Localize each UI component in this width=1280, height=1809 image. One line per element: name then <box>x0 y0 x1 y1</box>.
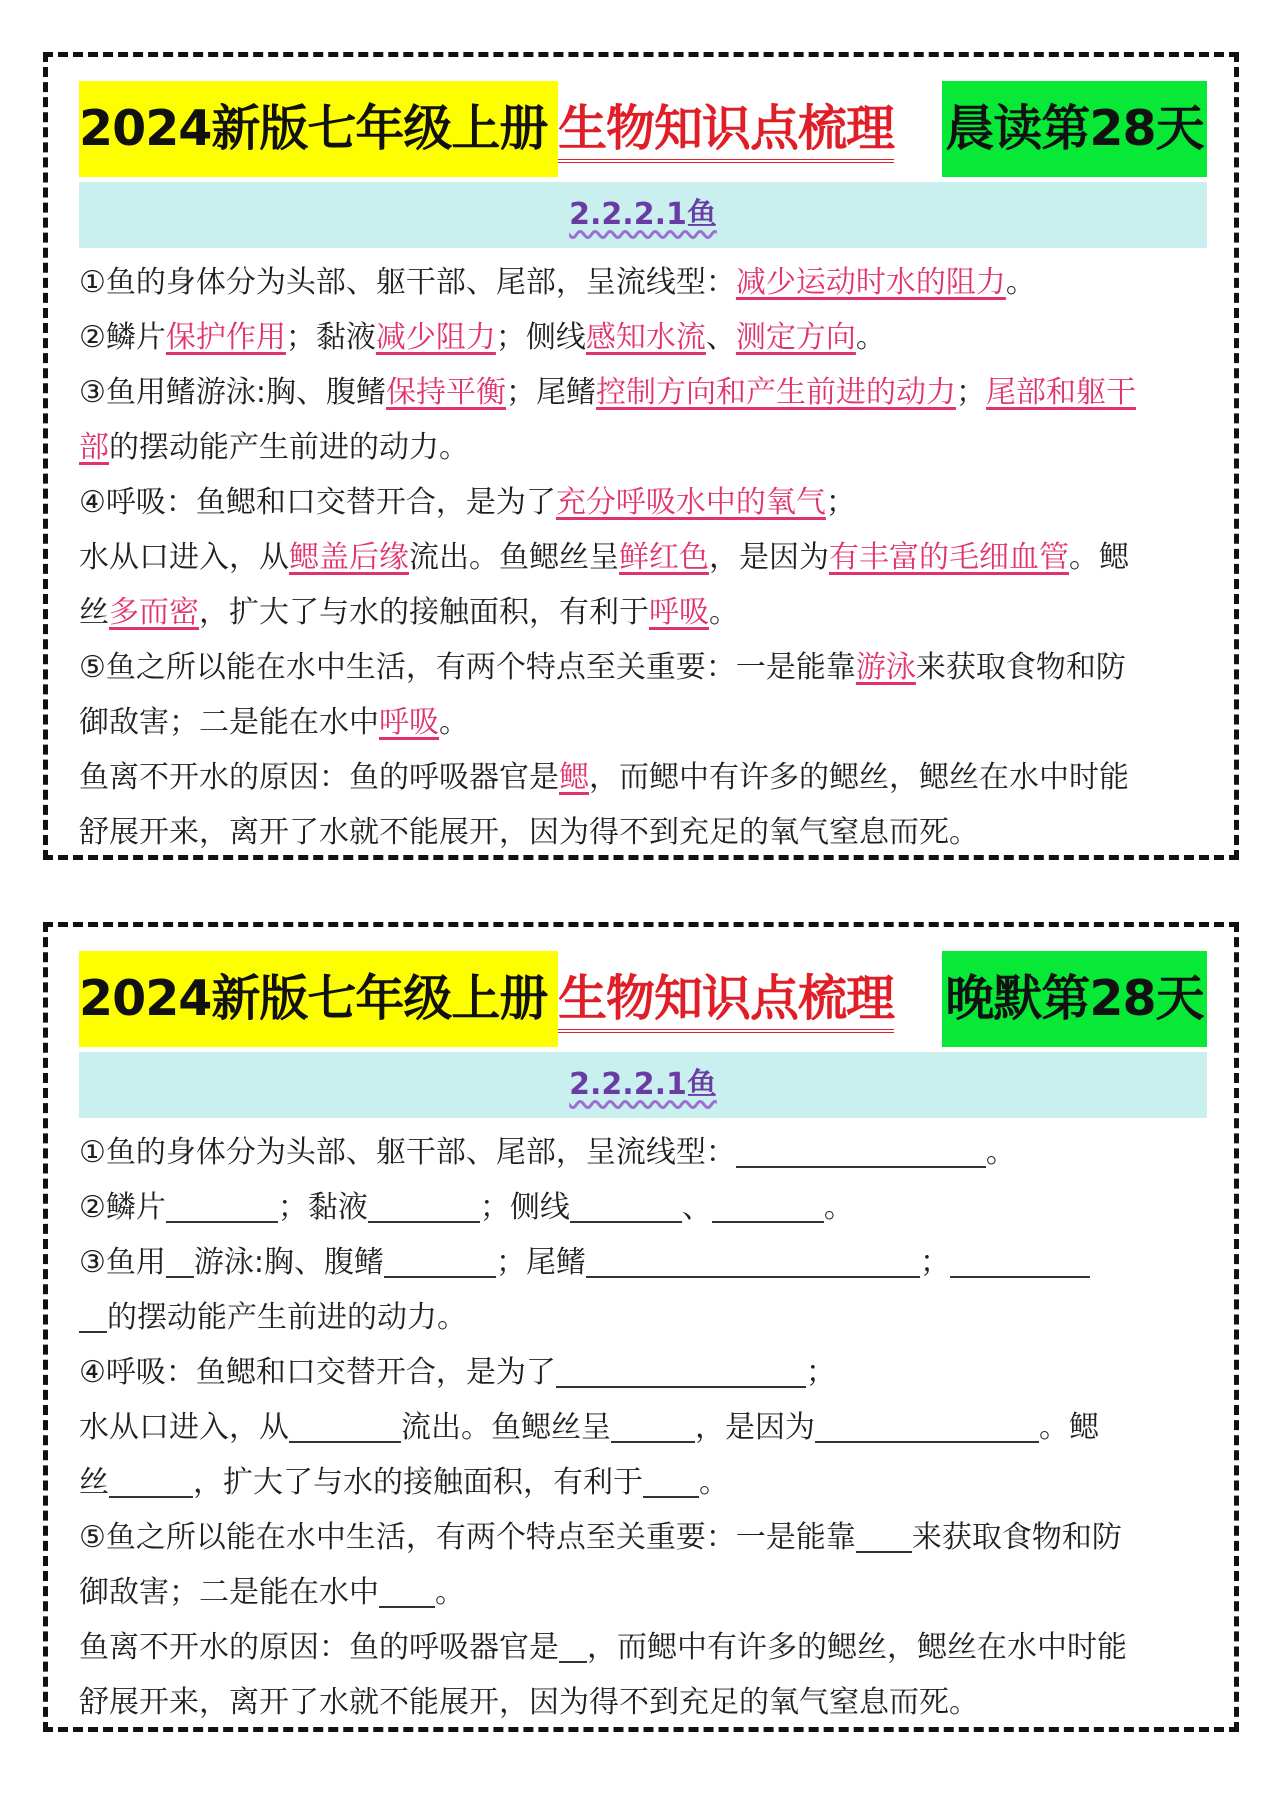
text: 。 <box>823 1190 854 1225</box>
text: ②鳞片 <box>79 1190 166 1225</box>
key-point: 鲜红色 <box>619 540 709 575</box>
text-line-6 <box>79 530 1207 585</box>
text: ；侧线 <box>479 1190 570 1225</box>
answer-blank[interactable] <box>611 1411 695 1443</box>
text: 丝 <box>79 1465 109 1500</box>
answer-blank[interactable] <box>815 1411 1039 1443</box>
evening-dictation-card <box>43 922 1239 1732</box>
text-line-2 <box>79 1180 1207 1235</box>
text-line-1 <box>79 255 1207 310</box>
knowledge-text <box>79 255 1207 860</box>
title-row <box>79 81 1207 177</box>
answer-blank[interactable] <box>166 1246 194 1278</box>
subject-title-text: 生物知识点梳理 <box>558 970 894 1033</box>
answer-blank[interactable] <box>368 1191 480 1223</box>
text-line-6 <box>79 1400 1207 1455</box>
answer-blank[interactable] <box>643 1466 699 1498</box>
text: ③鱼用 <box>79 1245 166 1280</box>
key-point: 控制方向和产生前进的动力 <box>596 375 957 410</box>
text-line-7 <box>79 585 1207 640</box>
text-line-9 <box>79 1565 1207 1620</box>
text-line-8 <box>79 640 1207 695</box>
text: 流出。鱼鳃丝呈 <box>401 1410 611 1445</box>
text: ，扩大了与水的接触面积，有利于 <box>193 1465 643 1500</box>
text-line-5 <box>79 1345 1207 1400</box>
text: ；黏液 <box>285 320 376 355</box>
text-line-4 <box>79 420 1207 475</box>
key-point: 感知水流 <box>585 320 706 355</box>
text: 。鳃 <box>1069 540 1129 575</box>
text: ⑤鱼之所以能在水中生活，有两个特点至关重要：一是能靠 <box>79 650 856 685</box>
text: ； <box>825 485 856 520</box>
day-badge: 晨读第28天 <box>942 81 1207 177</box>
text: 鱼离不开水的原因：鱼的呼吸器官是 <box>79 760 559 795</box>
text-line-4 <box>79 1290 1207 1345</box>
text: 、 <box>705 320 736 355</box>
text: ，而鳃中有许多的鳃丝，鳃丝在水中时能 <box>589 760 1129 795</box>
answer-blank[interactable] <box>384 1246 496 1278</box>
text: 的摆动能产生前进的动力。 <box>107 1300 467 1335</box>
text: 。 <box>439 705 469 740</box>
text: 来获取食物和防 <box>911 1520 1122 1555</box>
text: 流出。鱼鳃丝呈 <box>409 540 619 575</box>
text: 的摆动能产生前进的动力。 <box>109 430 469 465</box>
subject-title-text: 生物知识点梳理 <box>558 100 894 163</box>
section-heading-text: 2.2.2.1鱼 <box>569 1067 717 1102</box>
text: 御敌害；二是能在水中 <box>79 705 379 740</box>
answer-blank[interactable] <box>570 1191 682 1223</box>
text: ①鱼的身体分为头部、躯干部、尾部，呈流线型： <box>79 265 736 300</box>
text: 。 <box>709 595 739 630</box>
text: 。 <box>985 1135 1016 1170</box>
subject-title <box>558 81 898 177</box>
text: 御敌害；二是能在水中 <box>79 1575 379 1610</box>
text: 。 <box>699 1465 729 1500</box>
text: 。 <box>435 1575 465 1610</box>
morning-reading-card <box>43 52 1239 860</box>
section-heading <box>79 182 1207 248</box>
text: ；尾鳍 <box>496 1245 587 1280</box>
text: 。 <box>855 320 886 355</box>
key-point: 减少运动时水的阻力 <box>735 265 1006 300</box>
key-point: 游泳 <box>855 650 916 685</box>
text-line-10 <box>79 1620 1207 1675</box>
text-line-3 <box>79 1235 1207 1290</box>
text: ； <box>956 375 987 410</box>
text-line-9 <box>79 695 1207 750</box>
text: 水从口进入，从 <box>79 540 289 575</box>
text-line-5 <box>79 475 1207 530</box>
answer-blank[interactable] <box>379 1576 435 1608</box>
text: ，是因为 <box>695 1410 815 1445</box>
text: ，而鳃中有许多的鳃丝，鳃丝在水中时能 <box>587 1630 1127 1665</box>
text: ；尾鳍 <box>506 375 597 410</box>
text: 水从口进入，从 <box>79 1410 289 1445</box>
answer-blank[interactable] <box>166 1191 278 1223</box>
text: ①鱼的身体分为头部、躯干部、尾部，呈流线型： <box>79 1135 736 1170</box>
answer-blank[interactable] <box>712 1191 824 1223</box>
section-heading <box>79 1052 1207 1118</box>
key-point: 充分呼吸水中的氧气 <box>555 485 826 520</box>
text: 鱼离不开水的原因：鱼的呼吸器官是 <box>79 1630 559 1665</box>
text: ④呼吸：鱼鳃和口交替开合，是为了 <box>79 485 556 520</box>
key-point: 呼吸 <box>379 705 439 740</box>
text: 、 <box>681 1190 712 1225</box>
key-point: 尾部和躯干 <box>986 375 1137 410</box>
key-point: 保持平衡 <box>386 375 507 410</box>
answer-blank[interactable] <box>556 1356 806 1388</box>
title-row <box>79 951 1207 1047</box>
text-line-11: 舒展开来，离开了水就不能展开，因为得不到充足的氧气窒息而死。 <box>79 815 979 850</box>
key-point: 鳃盖后缘 <box>289 540 409 575</box>
text: ；侧线 <box>495 320 586 355</box>
answer-blank[interactable] <box>586 1246 920 1278</box>
text-line-7 <box>79 1455 1207 1510</box>
key-point: 鳃 <box>559 760 589 795</box>
fill-in-text <box>79 1125 1207 1730</box>
answer-blank[interactable] <box>109 1466 193 1498</box>
grade-title: 2024新版七年级上册 <box>79 951 558 1047</box>
key-point: 部 <box>79 430 109 465</box>
key-point: 有丰富的毛细血管 <box>829 540 1069 575</box>
text: ④呼吸：鱼鳃和口交替开合，是为了 <box>79 1355 556 1390</box>
answer-blank[interactable] <box>736 1136 986 1168</box>
key-point: 测定方向 <box>735 320 856 355</box>
text: 。鳃 <box>1039 1410 1099 1445</box>
text: 丝 <box>79 595 109 630</box>
text-line-8 <box>79 1510 1207 1565</box>
text: ②鳞片 <box>79 320 166 355</box>
grade-title: 2024新版七年级上册 <box>79 81 558 177</box>
text: ； <box>920 1245 951 1280</box>
key-point: 呼吸 <box>649 595 709 630</box>
text: ，扩大了与水的接触面积，有利于 <box>199 595 649 630</box>
key-point: 减少阻力 <box>375 320 496 355</box>
text-line-11: 舒展开来，离开了水就不能展开，因为得不到充足的氧气窒息而死。 <box>79 1685 979 1720</box>
key-point: 保护作用 <box>165 320 286 355</box>
subject-title <box>558 951 898 1047</box>
text: ； <box>805 1355 836 1390</box>
text-line-10 <box>79 750 1207 805</box>
text: 来获取食物和防 <box>915 650 1126 685</box>
text-line-3 <box>79 365 1207 420</box>
text: ⑤鱼之所以能在水中生活，有两个特点至关重要：一是能靠 <box>79 1520 856 1555</box>
text: ，是因为 <box>709 540 829 575</box>
day-badge: 晚默第28天 <box>942 951 1207 1047</box>
text: 游泳:胸、腹鳍 <box>193 1245 385 1280</box>
key-point: 多而密 <box>109 595 199 630</box>
text-line-2 <box>79 310 1207 365</box>
section-heading-text: 2.2.2.1鱼 <box>569 197 717 232</box>
answer-blank[interactable] <box>79 1301 107 1333</box>
answer-blank[interactable] <box>559 1631 587 1663</box>
answer-blank[interactable] <box>856 1521 912 1553</box>
text: ③鱼用鳍游泳:胸、腹鳍 <box>79 375 387 410</box>
text: 。 <box>1005 265 1036 300</box>
text-line-1 <box>79 1125 1207 1180</box>
text: ；黏液 <box>277 1190 368 1225</box>
answer-blank[interactable] <box>950 1246 1090 1278</box>
answer-blank[interactable] <box>289 1411 401 1443</box>
